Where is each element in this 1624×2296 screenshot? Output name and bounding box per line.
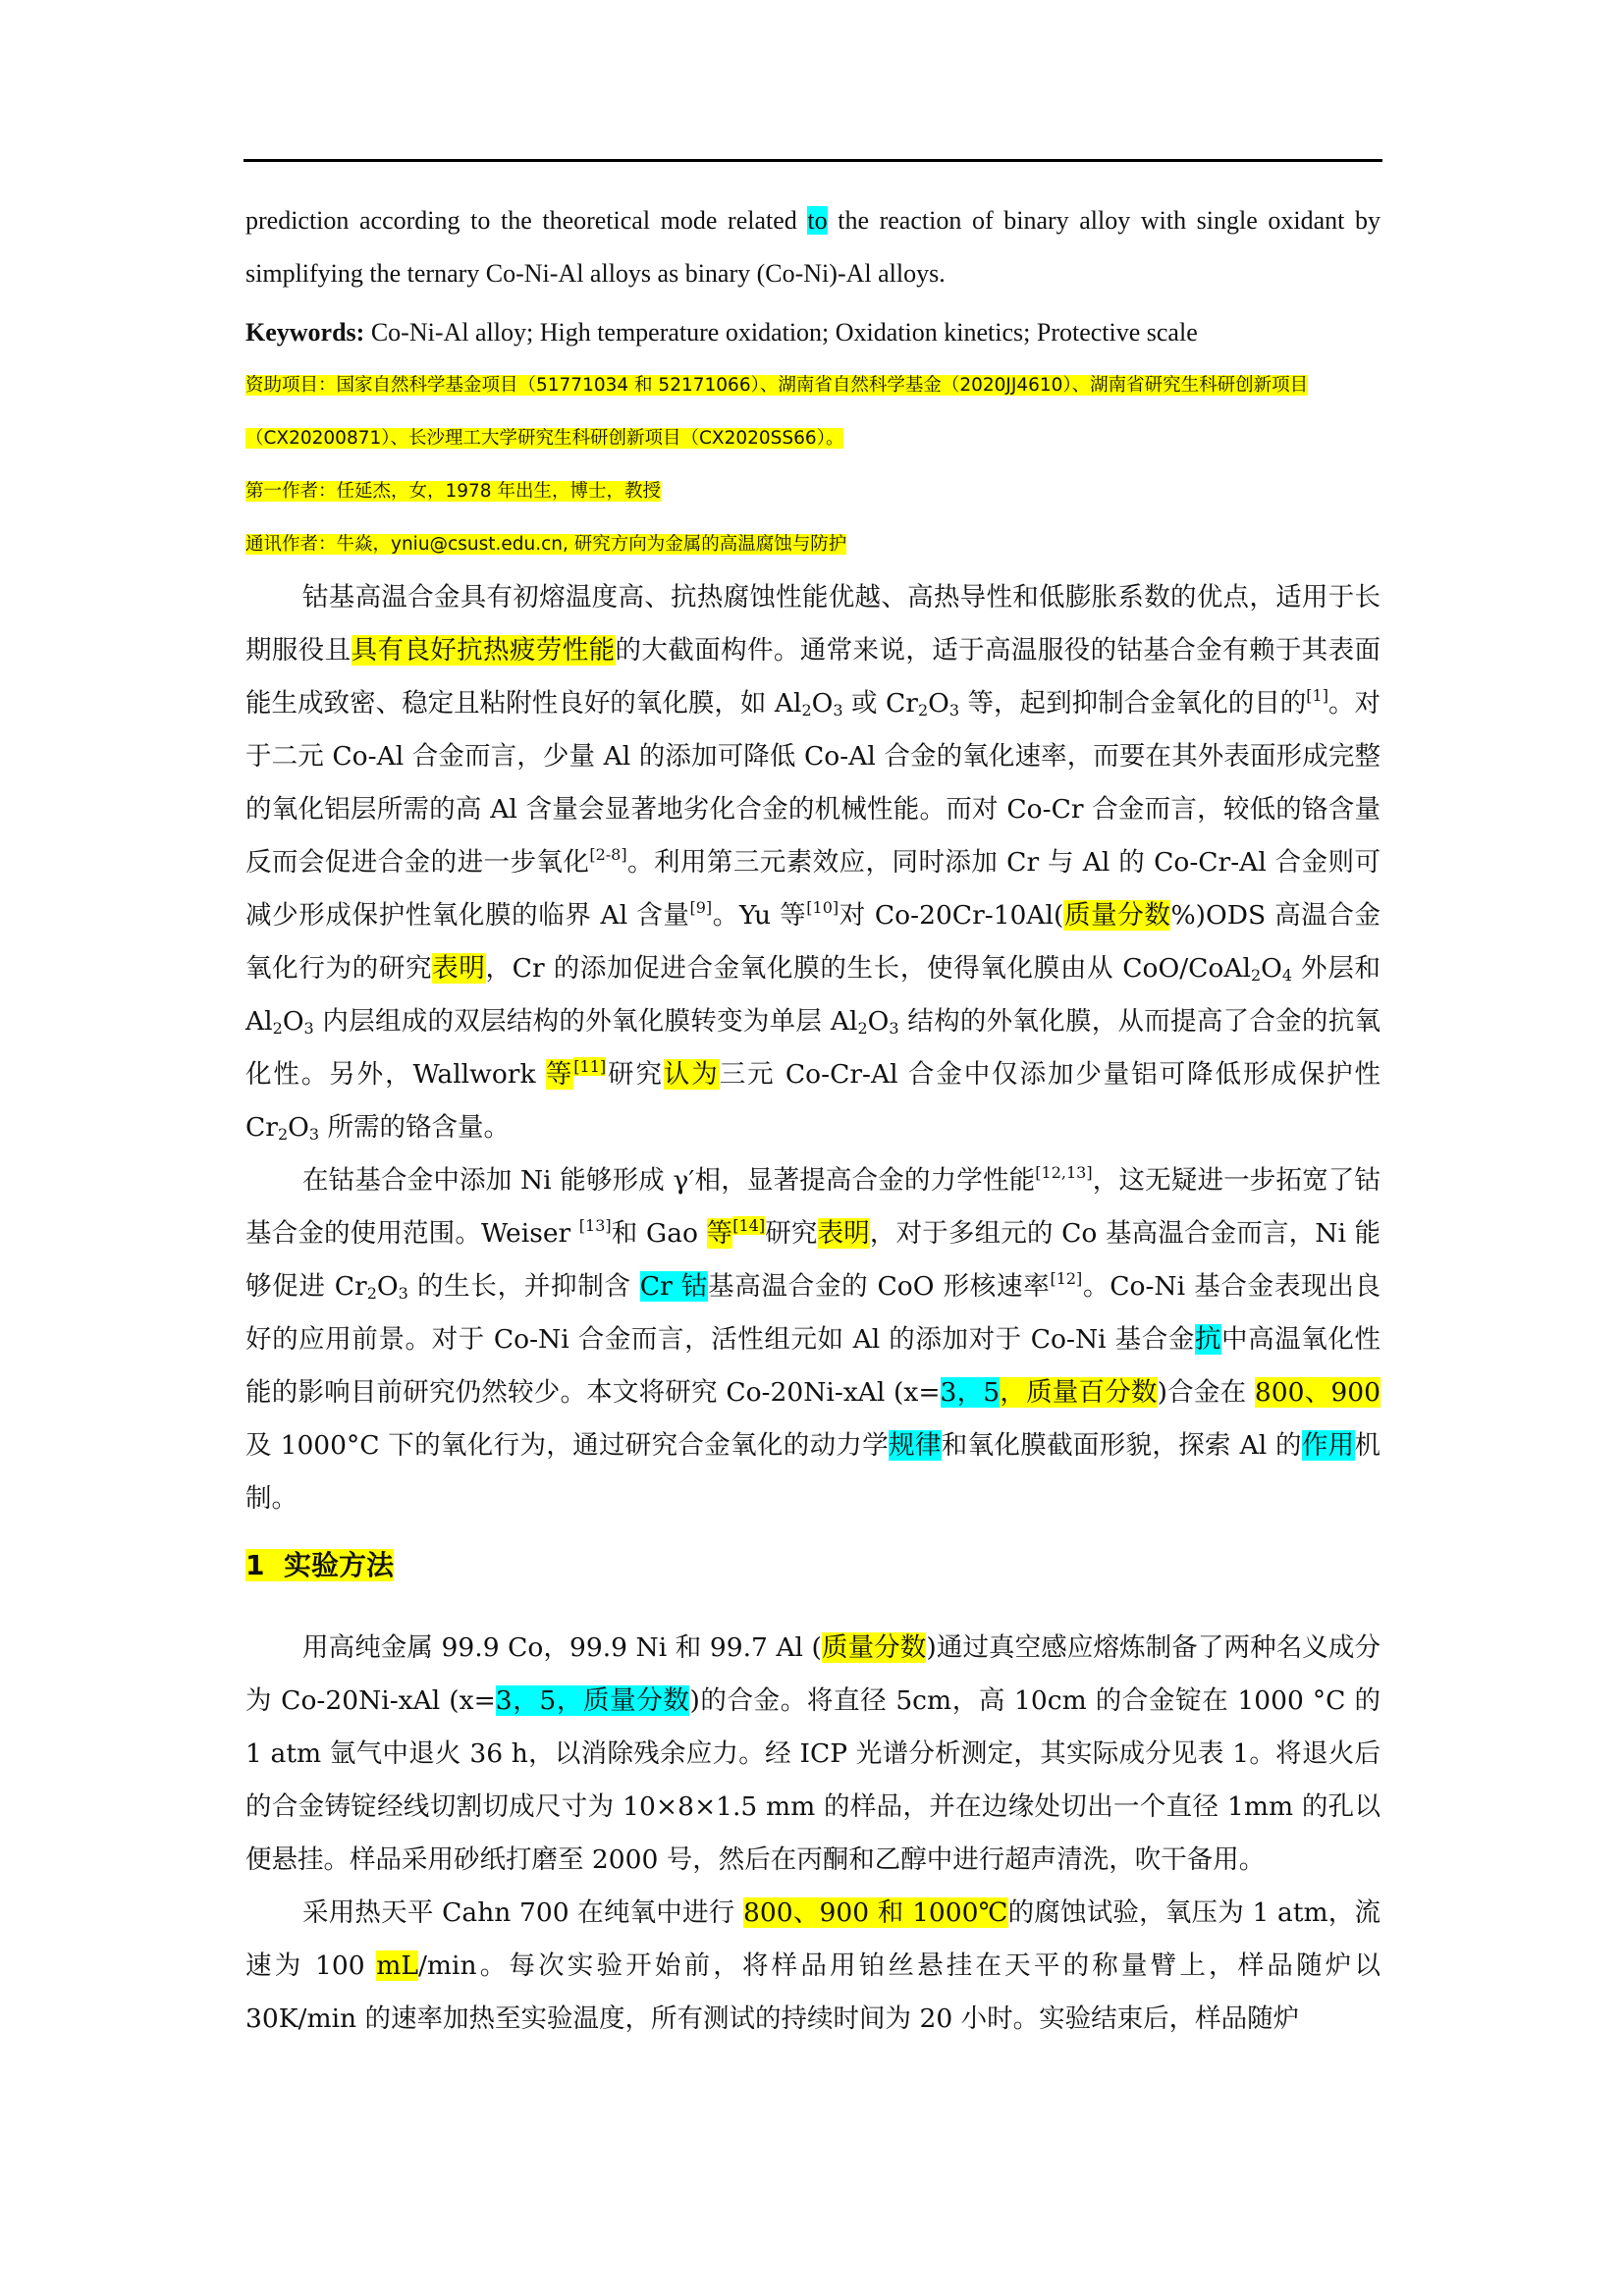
text: O	[928, 688, 949, 719]
highlight-yellow: ，	[1000, 1377, 1027, 1408]
body-methods	[245, 1622, 1380, 2046]
section-heading	[245, 1539, 394, 1592]
text: 三元 Co-Cr-Al 合金中仅添加少量铝可降低形成保护性 Cr	[245, 1059, 1381, 1143]
text: 或 Cr	[842, 688, 918, 719]
highlight-cyan: 抗	[1194, 1324, 1222, 1355]
citation[interactable]: [12]	[1050, 1268, 1083, 1288]
highlight-yellow: 等	[545, 1059, 574, 1090]
text: 及 1000°C 下的氧化行为，通过研究合金氧化的动力学	[245, 1430, 890, 1461]
text: 结构的外氧化膜，从而提高了合金的抗氧化性。另外，Wallwork	[245, 1006, 1380, 1090]
corresponding-author-note	[245, 518, 1380, 571]
text: )的合金。将直径 5cm，高 10cm 的合金锭在 1000 °C 的 1 atm 氩气中退火 36 h，以消除残余应力。经 ICP 光谱分析测定，其实际成分见表 1。将退火后的合金铸锭经线切割切成尺寸为 10×8×1.5 mm 的样品，并在边缘处切出一个直径 1mm 的孔以便悬挂。样品采用砂纸打磨至 2000 号，然后在丙酮和乙醇中进行超声清洗，吹干备用。	[245, 1685, 1380, 1875]
text: 外层和 Al	[245, 953, 1380, 1037]
text: 研究	[606, 1059, 664, 1090]
text: 对 Co-20Cr-10Al(	[839, 900, 1064, 931]
highlight-yellow: 表明	[432, 953, 486, 984]
highlight-cyan: 作用	[1301, 1430, 1355, 1461]
subscript: 2	[272, 1019, 283, 1038]
subscript: 2	[277, 1125, 289, 1144]
section-heading-highlight	[245, 1549, 394, 1581]
paragraph-3	[245, 1622, 1380, 1887]
funding-note-line-1: 资助项目：国家自然科学基金项目（51771034 和 52171066）、湖南省自然科学基金（2020JJ4610）、湖南省研究生科研创新项目	[245, 375, 1309, 396]
subscript: 3	[303, 1019, 314, 1038]
funding-note	[245, 359, 1380, 412]
text: 用高纯金属 99.9 Co，99.9 Ni 和 99.7 Al (	[302, 1632, 822, 1663]
text: O	[867, 1006, 890, 1037]
highlight-yellow: 等	[706, 1218, 733, 1249]
highlight-cyan: Cr 钴	[639, 1271, 709, 1302]
text: O	[1261, 953, 1282, 984]
text: /min。每次实验开始前，将样品用铂丝悬挂在天平的称量臂上，样品随炉以 30K/min 的速率加热至实验温度，所有测试的持续时间为 20 小时。实验结束后，样品随炉	[245, 1950, 1380, 2034]
text: ，这无疑进一步拓宽了钴基合金的使用范围。Weiser	[245, 1165, 1380, 1249]
subscript: 3	[308, 1125, 320, 1144]
highlight-cyan: to	[807, 206, 828, 235]
paragraph-4	[245, 1887, 1380, 2046]
text: )合金在	[1157, 1377, 1255, 1408]
subscript: 3	[889, 1019, 899, 1038]
keywords-text: Co-Ni-Al alloy; High temperature oxidation; Oxidation kinetics; Protective scale	[364, 318, 1198, 347]
text: 。Yu 等	[712, 900, 807, 931]
keywords-label: Keywords:	[245, 318, 365, 347]
highlight-yellow: 表明	[817, 1218, 870, 1249]
subscript: 2	[1250, 966, 1262, 985]
subscript: 3	[833, 701, 843, 720]
text: O	[288, 1112, 309, 1143]
text: 。利用第三元素效应，同时添加 Cr 与 Al 的 Co-Cr-Al 合金则可减少形成保护性氧化膜的临界 Al 含量	[245, 847, 1381, 931]
subscript: 4	[1281, 966, 1293, 985]
text: ，对于多组元的 Co 基高温合金而言，Ni 能够促进 Cr	[245, 1218, 1381, 1302]
section-title: 实验方法	[283, 1549, 394, 1581]
text: 的生长，并抑制含	[407, 1271, 640, 1302]
subscript: 2	[801, 701, 812, 720]
paragraph-2	[245, 1154, 1380, 1525]
text: 基高温合金的 CoO 形核速率	[708, 1271, 1051, 1302]
text: 和氧化膜截面形貌，探索 Al 的	[941, 1430, 1302, 1461]
highlight-yellow: mL	[376, 1950, 418, 1981]
text: ，Cr 的添加促进合金氧化膜的生长，使得氧化膜由从 CoO/CoAl	[485, 953, 1251, 984]
corresponding-author-text: 通讯作者：牛焱，yniu@csust.edu.cn, 研究方向为金属的高温腐蚀与防护	[245, 534, 847, 555]
highlight-yellow: 认为	[663, 1059, 720, 1090]
citation[interactable]: [14]	[732, 1215, 766, 1235]
funding-note-cont	[245, 412, 1380, 465]
highlight-cyan: 3，5	[940, 1377, 1001, 1408]
subscript: 2	[857, 1019, 868, 1038]
text: 等，起到抑制合金氧化的目的	[959, 688, 1307, 719]
abstract-continuation	[245, 194, 1380, 300]
subscript: 2	[917, 701, 929, 720]
highlight-yellow: 800、900	[1254, 1377, 1380, 1408]
citation[interactable]: [13]	[578, 1215, 612, 1235]
subscript: 3	[948, 701, 960, 720]
text: 采用热天平 Cahn 700 在纯氧中进行	[302, 1897, 744, 1928]
abstract-text: the reaction of binary alloy with single oxidant by simplifying the ternary Co-Ni-Al alloys as binary (Co-Ni)-Al alloys.	[245, 206, 1380, 288]
citation[interactable]: [11]	[573, 1056, 607, 1076]
section-number: 1	[245, 1549, 265, 1581]
funding-note-line-2: （CX20200871）、长沙理工大学研究生科研创新项目（CX2020SS66）。	[245, 428, 844, 449]
highlight-yellow: 质量分数	[821, 1632, 927, 1663]
highlight-yellow: 质量分数	[1063, 900, 1171, 931]
header-rule	[244, 159, 1382, 162]
highlight-yellow: 质量百分数	[1026, 1377, 1158, 1408]
text: O	[376, 1271, 399, 1302]
text: 。对于二元 Co-Al 合金而言，少量 Al 的添加可降低 Co-Al 合金的氧化速率，而要在其外表面形成完整的氧化铝层所需的高 Al 含量会显著地劣化合金的机械性能。而对 Co-Cr 合金而言，较低的铬含量反而会促进合金的进一步氧化	[245, 688, 1380, 878]
text: 的腐蚀试验，氧压为 1 atm，流速为 100	[245, 1897, 1381, 1981]
text: O	[811, 688, 834, 719]
text: 在钴基合金中添加 Ni 能够形成 γ′相，显著提高合金的力学性能	[302, 1165, 1036, 1196]
text: 研究	[765, 1218, 818, 1249]
text: 的大截面构件。通常来说，适于高温服役的钴基合金有赖于其表面能生成致密、稳定且粘附性良好的氧化膜，如 Al	[245, 635, 1381, 719]
citation[interactable]: [12,13]	[1035, 1162, 1093, 1182]
keywords-line	[245, 306, 1380, 359]
subscript: 2	[366, 1284, 377, 1303]
citation[interactable]: [9]	[689, 897, 713, 917]
highlight-yellow: 具有良好抗热疲劳性能	[351, 635, 616, 666]
text: 钴基高温合金具有初熔温度高、抗热腐蚀性能优越、高热导性和低膨胀系数的优点，适用于长期服役且	[245, 582, 1380, 666]
citation[interactable]: [1]	[1306, 685, 1328, 705]
text: %)ODS 高温合金氧化行为的研究	[245, 900, 1381, 984]
first-author-text: 第一作者：任延杰，女，1978 年出生，博士，教授	[245, 481, 661, 502]
first-author-note	[245, 465, 1380, 518]
highlight-cyan: 3，5，质量分数	[495, 1685, 690, 1716]
text: 所需的铬含量。	[319, 1112, 510, 1143]
text: 和 Gao	[611, 1218, 707, 1249]
citation[interactable]: [10]	[806, 897, 839, 917]
body-intro	[245, 571, 1380, 1525]
text: 。Co-Ni 基合金表现出良好的应用前景。对于 Co-Ni 合金而言，活性组元如 Al 的添加对于 Co-Ni 基合金	[245, 1271, 1380, 1355]
text: 内层组成的双层结构的外氧化膜转变为单层 Al	[313, 1006, 858, 1037]
abstract-text: prediction according to the theoretical mode related	[245, 206, 808, 235]
citation[interactable]: [2-8]	[589, 844, 627, 864]
paragraph-1	[245, 571, 1380, 1154]
highlight-yellow: 800、900 和 1000℃	[743, 1897, 1008, 1928]
subscript: 3	[398, 1284, 408, 1303]
text: )通过真空感应熔炼制备了两种名义成分为 Co-20Ni-xAl (x=	[245, 1632, 1381, 1716]
text: O	[282, 1006, 304, 1037]
text: 中高温氧化性能的影响目前研究仍然较少。本文将研究 Co-20Ni-xAl (x=	[245, 1324, 1380, 1408]
text: 机制。	[245, 1430, 1381, 1514]
footnotes-block	[245, 359, 1380, 571]
highlight-cyan: 规律	[889, 1430, 942, 1461]
